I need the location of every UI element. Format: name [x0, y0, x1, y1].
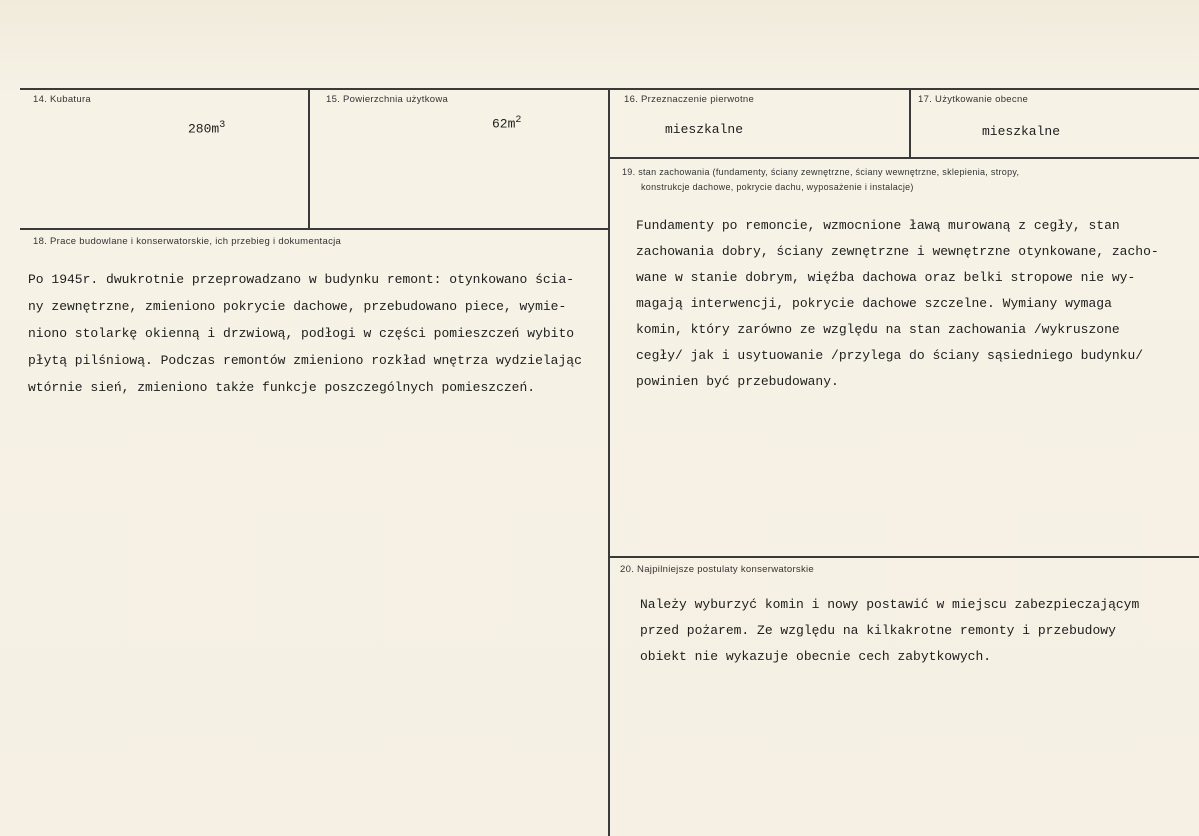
field-20-line: obiekt nie wykazuje obecnie cech zabytkowych.: [640, 649, 992, 664]
divider-left-right: [608, 88, 610, 836]
field-14-value: [188, 120, 225, 136]
field-14-number: 280m: [188, 121, 220, 137]
field-19-line: cegły/ jak i usytuowanie /przylega do ściany sąsiedniego budynku/: [636, 348, 1144, 363]
field-17-value: mieszkalne: [982, 124, 1061, 139]
field-20-label: 20. Najpilniejsze postulaty konserwatorskie: [620, 564, 815, 575]
rule-under-14-15: [20, 228, 610, 230]
field-15-number: 62m: [492, 116, 516, 132]
field-18-line: niono stolarkę okienną i drzwiową, podłogi w części pomieszczeń wybito: [28, 326, 575, 341]
field-20-line: przed pożarem. Ze względu na kilkakrotne remonty i przebudowy: [640, 623, 1116, 638]
field-19-line: wane w stanie dobrym, więźba dachowa oraz belki stropowe nie wy-: [636, 270, 1136, 285]
field-18-text: [28, 266, 582, 401]
field-19-line: magają interwencji, pokrycie dachowe szczelne. Wymiany wymaga: [636, 296, 1112, 311]
field-15-value: [492, 115, 521, 131]
field-18-label: 18. Prace budowlane i konserwatorskie, ich przebieg i dokumentacja: [33, 236, 342, 247]
field-20-text: [640, 592, 1139, 670]
field-16-value: mieszkalne: [665, 122, 744, 137]
field-19-line: powinien być przebudowany.: [636, 374, 839, 389]
field-18-line: Po 1945r. dwukrotnie przeprowadzano w budynku remont: otynkowano ścia-: [28, 272, 575, 287]
field-19-label-line-2: konstrukcje dachowe, pokrycie dachu, wyposażenie i instalacje): [641, 182, 914, 192]
field-16-label: 16. Przeznaczenie pierwotne: [624, 94, 755, 105]
field-15-exponent: 2: [515, 115, 522, 126]
field-19-text: [636, 213, 1159, 395]
field-18-line: płytą pilśniową. Podczas remontów zmieniono rozkład wnętrza wydzielając: [28, 353, 582, 368]
rule-under-16-17: [608, 157, 1199, 159]
field-19-line: Fundamenty po remoncie, wzmocnione ławą murowaną z cegły, stan: [636, 218, 1120, 233]
field-20-line: Należy wyburzyć komin i nowy postawić w miejscu zabezpieczającym: [640, 597, 1140, 612]
field-14-label: 14. Kubatura: [33, 94, 92, 105]
field-19-line: zachowania dobry, ściany zewnętrzne i wewnętrzne otynkowane, zacho-: [636, 244, 1159, 259]
rule-above-20: [608, 556, 1199, 558]
field-18-line: wtórnie sień, zmieniono także funkcje poszczególnych pomieszczeń.: [28, 380, 536, 395]
field-18-line: ny zewnętrzne, zmieniono pokrycie dachowe, przebudowano piece, wymie-: [28, 299, 567, 314]
field-14-exponent: 3: [219, 120, 226, 131]
field-15-label: 15. Powierzchnia użytkowa: [326, 94, 449, 105]
field-17-label: 17. Użytkowanie obecne: [918, 94, 1029, 105]
field-19-label-line-1: 19. stan zachowania (fundamenty, ściany zewnętrzne, ściany wewnętrzne, sklepienia, stropy,: [622, 167, 1020, 177]
field-19-line: komin, który zarówno ze względu na stan zachowania /wykruszone: [636, 322, 1120, 337]
divider-14-15: [308, 88, 310, 228]
divider-16-17: [909, 88, 911, 158]
